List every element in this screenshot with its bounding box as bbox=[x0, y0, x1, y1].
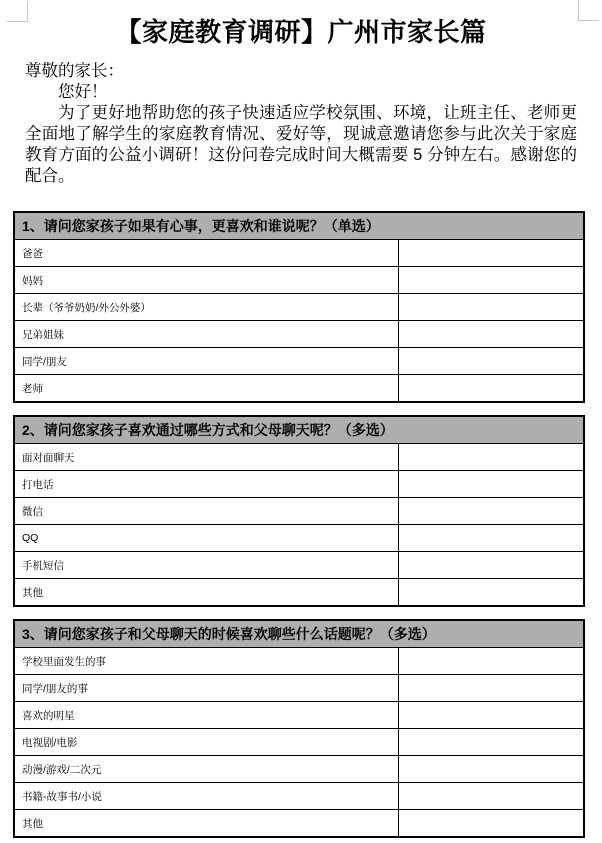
answer-cell[interactable] bbox=[398, 498, 584, 525]
option-row bbox=[14, 498, 584, 525]
option-label: 妈妈 bbox=[14, 267, 398, 294]
option-label: 书籍-故事书/小说 bbox=[14, 783, 398, 810]
question-table bbox=[13, 619, 585, 838]
answer-cell[interactable] bbox=[398, 240, 584, 267]
intro-section bbox=[25, 61, 577, 187]
option-row bbox=[14, 756, 584, 783]
option-label: 其他 bbox=[14, 810, 398, 838]
intro-paragraph: 为了更好地帮助您的孩子快速适应学校氛围、环境，让班主任、老师更全面地了解学生的家庭教育情况、爱好等，现诚意邀请您参与此次关于家庭教育方面的公益小调研！这份问卷完成时间大概需要 5 分钟左右。感谢您的配合。 bbox=[25, 104, 577, 185]
crop-mark-top-right-icon bbox=[578, 0, 599, 21]
option-row bbox=[14, 267, 584, 294]
question-title: 3、请问您家孩子和父母聊天的时候喜欢聊些什么话题呢？（多选） bbox=[14, 620, 584, 648]
answer-cell[interactable] bbox=[398, 471, 584, 498]
option-row bbox=[14, 729, 584, 756]
question-title: 1、请问您家孩子如果有心事，更喜欢和谁说呢？（单选） bbox=[14, 212, 584, 240]
option-label: 微信 bbox=[14, 498, 398, 525]
greeting-line: 尊敬的家长： bbox=[25, 62, 124, 80]
option-row bbox=[14, 783, 584, 810]
answer-cell[interactable] bbox=[398, 756, 584, 783]
question-header-row bbox=[14, 416, 584, 444]
salutation-line: 您好！ bbox=[58, 83, 108, 101]
questions-container bbox=[13, 211, 583, 838]
option-label: 喜欢的明星 bbox=[14, 702, 398, 729]
answer-cell[interactable] bbox=[398, 525, 584, 552]
answer-cell[interactable] bbox=[398, 810, 584, 838]
option-row bbox=[14, 810, 584, 838]
answer-cell[interactable] bbox=[398, 552, 584, 579]
option-label: 面对面聊天 bbox=[14, 444, 398, 471]
option-label: 同学/朋友 bbox=[14, 348, 398, 375]
option-label: 打电话 bbox=[14, 471, 398, 498]
option-label: 手机短信 bbox=[14, 552, 398, 579]
crop-mark-top-left-icon bbox=[7, 2, 28, 22]
answer-cell[interactable] bbox=[398, 783, 584, 810]
answer-cell[interactable] bbox=[398, 579, 584, 607]
answer-cell[interactable] bbox=[398, 267, 584, 294]
answer-cell[interactable] bbox=[398, 348, 584, 375]
option-row bbox=[14, 579, 584, 607]
question-header-row bbox=[14, 212, 584, 240]
option-label: 爸爸 bbox=[14, 240, 398, 267]
option-label: 同学/朋友的事 bbox=[14, 675, 398, 702]
option-row bbox=[14, 702, 584, 729]
question-table bbox=[13, 415, 585, 607]
answer-cell[interactable] bbox=[398, 375, 584, 403]
option-label: 动漫/游戏/二次元 bbox=[14, 756, 398, 783]
answer-cell[interactable] bbox=[398, 321, 584, 348]
option-row bbox=[14, 444, 584, 471]
option-label: 老师 bbox=[14, 375, 398, 403]
option-row bbox=[14, 675, 584, 702]
option-label: 电视剧/电影 bbox=[14, 729, 398, 756]
page-title: 【家庭教育调研】广州市家长篇 bbox=[115, 17, 487, 47]
option-row bbox=[14, 321, 584, 348]
answer-cell[interactable] bbox=[398, 294, 584, 321]
answer-cell[interactable] bbox=[398, 675, 584, 702]
option-row bbox=[14, 552, 584, 579]
answer-cell[interactable] bbox=[398, 729, 584, 756]
option-label: 学校里面发生的事 bbox=[14, 648, 398, 675]
answer-cell[interactable] bbox=[398, 702, 584, 729]
option-row bbox=[14, 294, 584, 321]
option-label: 其他 bbox=[14, 579, 398, 607]
option-row bbox=[14, 471, 584, 498]
option-row bbox=[14, 648, 584, 675]
option-label: 长辈（爷爷奶奶/外公外婆） bbox=[14, 294, 398, 321]
option-label: QQ bbox=[14, 525, 398, 552]
option-label: 兄弟姐妹 bbox=[14, 321, 398, 348]
answer-cell[interactable] bbox=[398, 648, 584, 675]
question-title: 2、请问您家孩子喜欢通过哪些方式和父母聊天呢？（多选） bbox=[14, 416, 584, 444]
option-row bbox=[14, 525, 584, 552]
option-row bbox=[14, 375, 584, 403]
question-table bbox=[13, 211, 585, 403]
option-row bbox=[14, 240, 584, 267]
option-row bbox=[14, 348, 584, 375]
question-header-row bbox=[14, 620, 584, 648]
answer-cell[interactable] bbox=[398, 444, 584, 471]
